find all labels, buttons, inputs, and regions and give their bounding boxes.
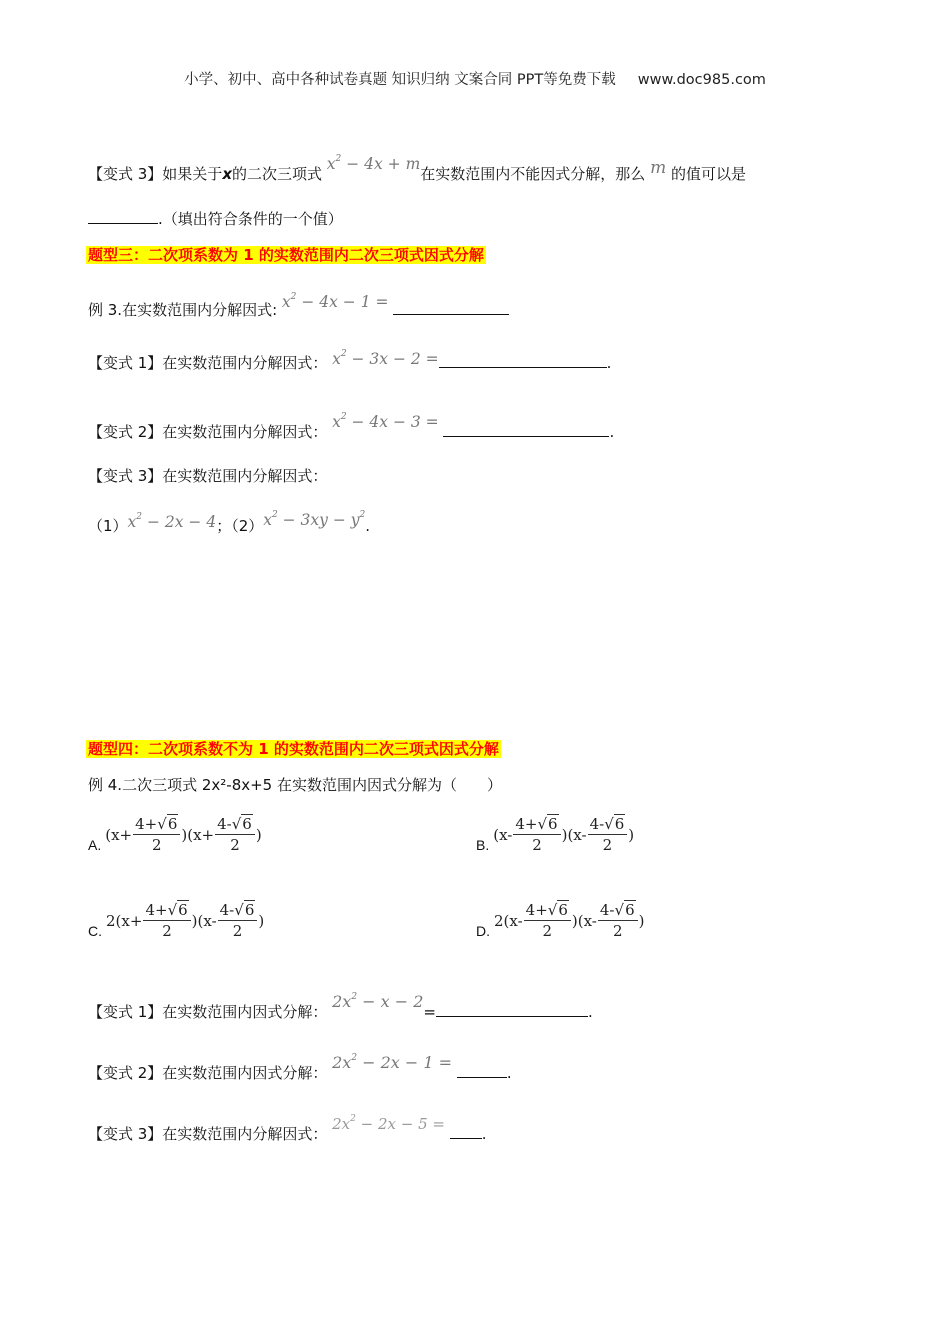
math-expression: $x^2 - 4x - 1$ = [281,292,389,311]
s3-variant3: 【变式 3】在实数范围内分解因式： [88,467,328,485]
example-3: 例 3.在实数范围内分解因式: $x^2 - 4x - 1$ = [88,294,509,321]
answer-blank[interactable] [439,353,607,368]
answer-blank[interactable] [450,1124,482,1139]
answer-blank[interactable] [443,422,609,437]
math-expression: $2x^2 - 2x - 5$ = [332,1114,445,1133]
math-expression: $x^2 - 4x - 3$ = [332,412,439,431]
s3-variant3-parts: $(1)x^2 - 2x - 4$；$(2)x^2 - 3xy - y^2$. [88,510,371,535]
option-d[interactable]: D. 2(x- $\frac{4+√6}{2}$ )(x- $\frac{4-√6}{2}$ ) [476,901,645,940]
s4-variant3: 【变式 3】在实数范围内分解因式： $2x^2 - 2x - 5$ = . [88,1114,487,1143]
option-b[interactable]: B. (x- $\frac{4+√6}{2}$ )(x- $\frac{4-√6}{2}$ ) [476,815,635,854]
question-variant3-answer-line: .（填出符合条件的一个值） [88,208,343,230]
math-expression: $x^2 - 2x - 4$ [127,512,217,531]
math-expression: $2x^2 - 2x - 1$ = [332,1053,453,1072]
math-expression: $x^2 - 3x - 2$ = [332,349,439,368]
answer-blank[interactable] [457,1063,507,1078]
option-a[interactable]: A. (x+ $\frac{4+√6}{2}$ )(x+ $\frac{4-√6}{2}$ ) [88,815,262,854]
header-text: 小学、初中、高中各种试卷真题 知识归纳 文案合同 PPT等免费下载 [184,72,616,88]
s3-variant1: 【变式 1】在实数范围内分解因式： $x^2 - 3x - 2$ = . [88,349,612,372]
section-title-4: 题型四：二次项系数不为 1 的实数范围内二次三项式因式分解 [88,740,499,758]
section-title-3: 题型三：二次项系数为 1 的实数范围内二次三项式因式分解 [88,246,484,264]
page-header [0,68,950,89]
s3-variant2: 【变式 2】在实数范围内分解因式： $x^2 - 4x - 3$ = . [88,412,615,441]
s4-variant2: 【变式 2】在实数范围内因式分解： $2x^2 - 2x - 1$ = . [88,1053,512,1082]
math-expression: $x^2 - 4x + m$ [326,154,421,173]
answer-blank[interactable] [88,209,158,224]
math-expression: $2x^2 - x - 2$ [332,992,424,1011]
option-c[interactable]: C. 2(x+ $\frac{4+√6}{2}$ )(x- $\frac{4-√6}{2}$ ) [88,901,265,940]
s4-variant1: 【变式 1】在实数范围内因式分解： $2x^2 - x - 2=$ . [88,992,593,1021]
math-expression: $x^2 - 3xy - y^2$ [263,510,366,529]
question-variant3-top: 【变式 3】如果关于x的二次三项式 $x^2 - 4x + m$在实数范围内不能因式分解，那么 m 的值可以是 [88,154,746,183]
example-4: 例 4.二次三项式 2x²-8x+5 在实数范围内因式分解为（ ） [88,776,502,794]
header-url[interactable]: www.doc985.com [637,72,766,88]
answer-blank[interactable] [393,300,509,315]
answer-blank[interactable] [436,1002,588,1017]
